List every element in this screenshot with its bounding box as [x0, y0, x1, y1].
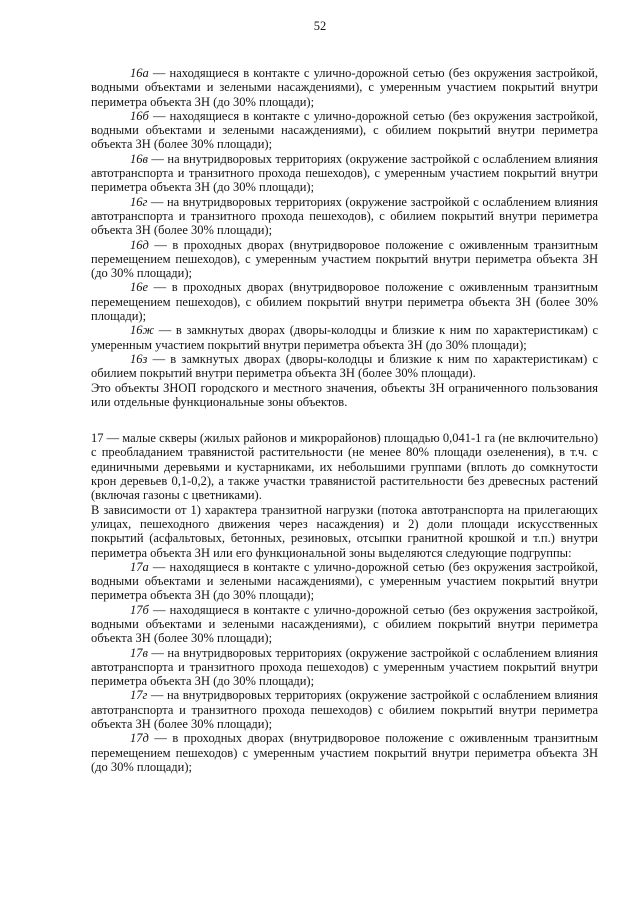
subgroup-marker: 17а: [130, 559, 149, 574]
subgroup-16d: [91, 238, 598, 281]
subgroup-marker: 16в: [130, 151, 148, 166]
subgroup-text: — в замкнутых дворах (дворы-колодцы и близкие к ним по характеристикам) с обилием покрытий внутри периметра объекта ЗН (более 30% площади).: [91, 351, 598, 381]
subgroup-16b: [91, 109, 598, 152]
subgroup-text: — на внутридворовых территориях (окружение застройкой с ослаблением влияния автотранспорта и транзитного прохода пешеходов), с обилием покрытий внутри периметра объекта ЗН (более 30% площади);: [91, 194, 598, 238]
subgroup-marker: 16б: [130, 108, 149, 123]
subgroup-text: — на внутридворовых территориях (окружение застройкой с ослаблением влияния автотранспорта и транзитного прохода пешеходов) с умеренным участием покрытий внутри периметра объекта ЗН (до 30% площади);: [91, 645, 598, 689]
subgroup-text: — находящиеся в контакте с улично-дорожной сетью (без окружения застройкой, водными объектами и зелеными насаждениями), с умеренным участием покрытий внутри периметра объекта ЗН (до 30% площади);: [91, 66, 598, 109]
subgroup-16z: [91, 352, 598, 381]
subgroup-17v: [91, 646, 598, 689]
subgroup-16zh: [91, 323, 598, 352]
subgroup-text: — находящиеся в контакте с улично-дорожной сетью (без окружения застройкой, водными объектами и зелеными насаждениями), с обилием покрытий внутри периметра объекта ЗН (более 30% площади);: [91, 108, 598, 152]
section-16-note: Это объекты ЗНОП городского и местного значения, объекты ЗН ограниченного пользования или отдельные функциональные зоны объектов.: [91, 380, 598, 409]
section-17-criteria: В зависимости от 1) характера транзитной нагрузки (потока автотранспорта на прилегающих улицах, пешеходного движения через насаждения) и 2) доли площади искусственных покрытий (асфальтовых, бетонных, резиновых, отсыпки гранитной крошкой и т.п.) внутри периметра объекта ЗН или его функциональной зоны выделяются следующие подгруппы:: [91, 502, 598, 560]
document-body: [91, 66, 598, 774]
subgroup-text: — в проходных дворах (внутридворовое положение с оживленным транзитным перемещением пешеходов), с умеренным участием покрытий внутри периметра объекта ЗН (до 30% площади);: [91, 237, 598, 281]
subgroup-marker: 16д: [130, 237, 149, 252]
page-number: 52: [313, 19, 327, 33]
subgroup-text: — находящиеся в контакте с улично-дорожной сетью (без окружения застройкой, водными объектами и зелеными насаждениями), с обилием покрытий внутри периметра объекта ЗН (более 30% площади);: [91, 602, 598, 646]
subgroup-text: — находящиеся в контакте с улично-дорожной сетью (без окружения застройкой, водными объектами и зелеными насаждениями), с умеренным участием покрытий внутри периметра объекта ЗН (до 30% площади);: [91, 559, 598, 603]
subgroup-marker: 17б: [130, 602, 149, 617]
subgroup-marker: 16г: [130, 194, 148, 209]
subgroup-16v: [91, 152, 598, 195]
subgroup-17g: [91, 688, 598, 731]
subgroup-text: — в проходных дворах (внутридворовое положение с оживленным транзитным перемещением пешеходов), с обилием покрытий внутри периметра объекта ЗН (более 30% площади);: [91, 280, 598, 324]
subgroup-16g: [91, 195, 598, 238]
subgroup-17a: [91, 560, 598, 603]
subgroup-marker: 17г: [130, 688, 148, 703]
section-gap: [91, 409, 598, 431]
subgroup-text: — в проходных дворах (внутридворовое положение с оживленным транзитным перемещением пешеходов) с умеренным участием покрытий внутри периметра объекта ЗН (до 30% площади);: [91, 731, 598, 774]
subgroup-marker: 16ж: [130, 323, 155, 338]
section-17-intro: 17 — малые скверы (жилых районов и микрорайонов) площадью 0,041-1 га (не включительно) с преобладанием травянистой растительности (не менее 80% площади озеленения), в т.ч. с единичными деревьями и кустарниками, их небольшими группами (вплоть до сомкнутости крон деревьев 0,1-0,2), а также участки травянистой растительности без древесных растений (включая газоны с цветниками).: [91, 431, 598, 503]
subgroup-marker: 17в: [130, 645, 148, 660]
subgroup-marker: 16з: [130, 351, 148, 366]
subgroup-16e: [91, 280, 598, 323]
subgroup-16a: [91, 66, 598, 109]
subgroup-text: — в замкнутых дворах (дворы-колодцы и близкие к ним по характеристикам) с умеренным участием покрытий внутри периметра объекта ЗН (до 30% площади);: [91, 323, 598, 352]
subgroup-marker: 16е: [130, 280, 149, 295]
subgroup-marker: 16а: [130, 66, 149, 80]
subgroup-marker: 17д: [130, 731, 149, 746]
subgroup-text: — на внутридворовых территориях (окружение застройкой с ослаблением влияния автотранспорта и транзитного прохода пешеходов) с обилием покрытий внутри периметра объекта ЗН (более 30% площади);: [91, 688, 598, 732]
subgroup-17d: [91, 731, 598, 774]
subgroup-17b: [91, 603, 598, 646]
subgroup-text: — на внутридворовых территориях (окружение застройкой с ослаблением влияния автотранспорта и транзитного прохода пешеходов), с умеренным участием покрытий внутри периметра объекта ЗН (до 30% площади);: [91, 151, 598, 195]
